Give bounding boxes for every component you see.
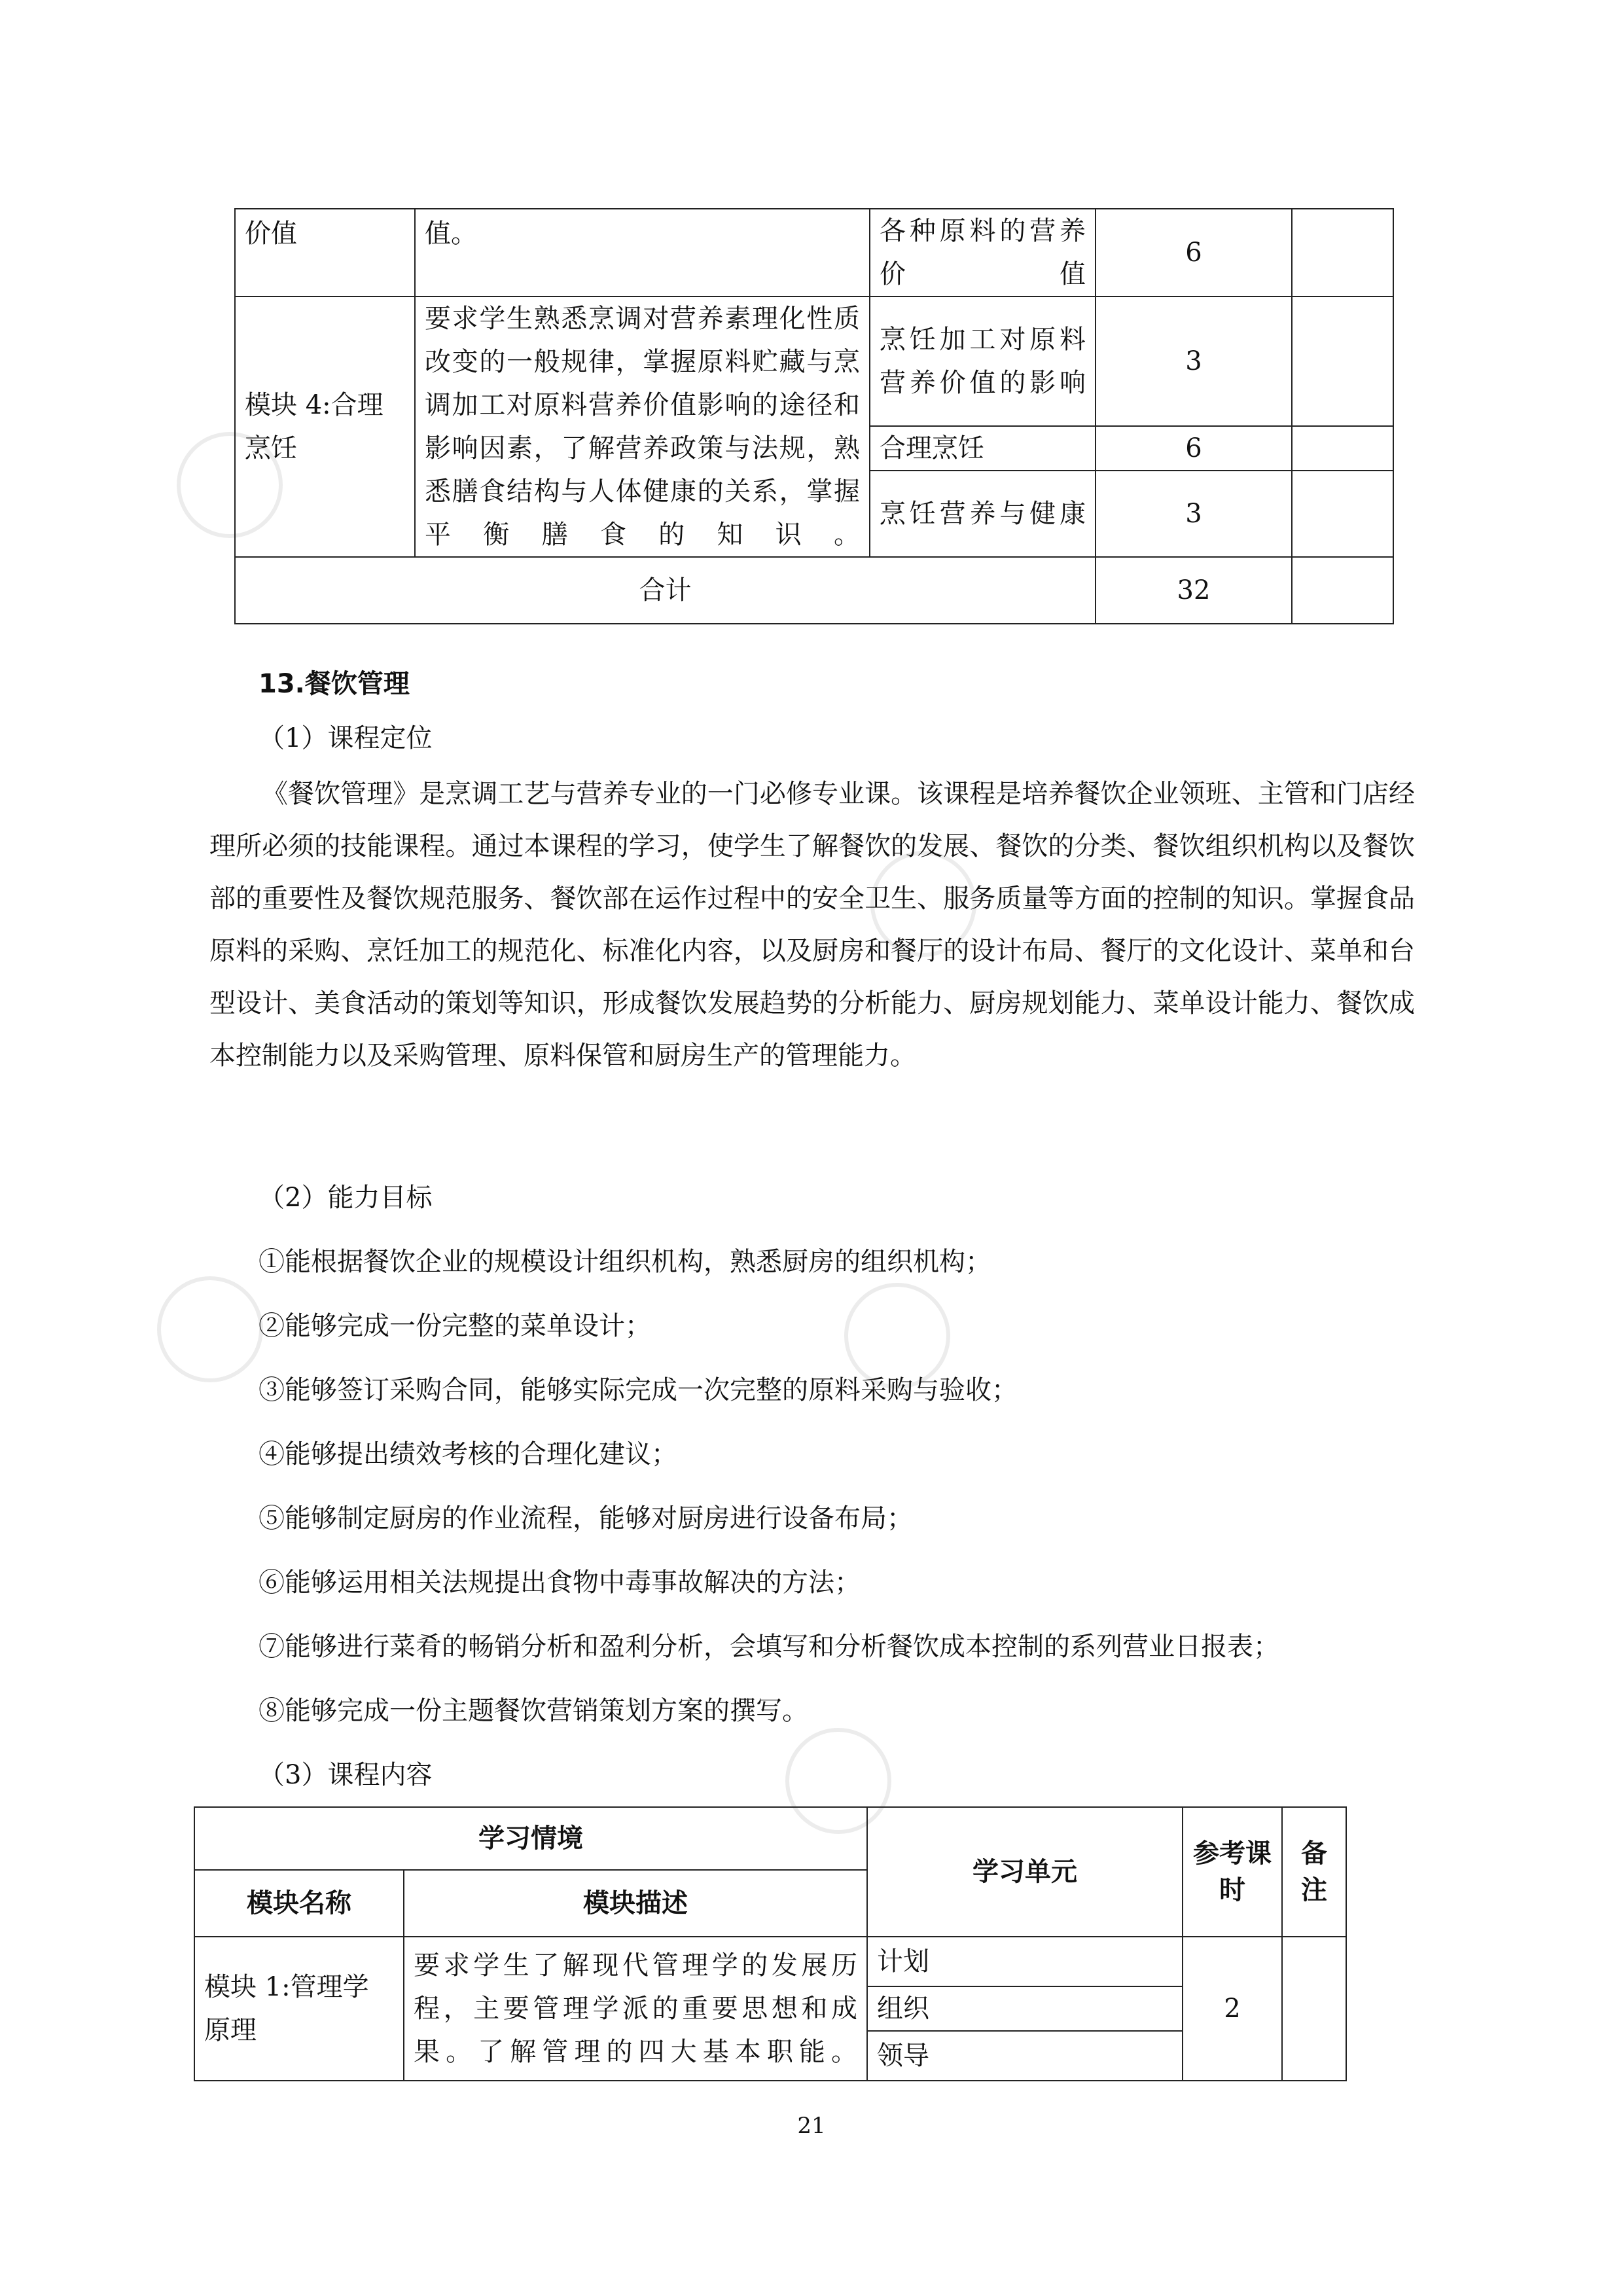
total-hours-cell: 32 [1096, 557, 1292, 624]
course-positioning-paragraph: 《餐饮管理》是烹调工艺与营养专业的一门必修专业课。该课程是培养餐饮企业领班、主管和门店经理所必须的技能课程。通过本课程的学习，使学生了解餐饮的发展、餐饮的分类、餐饮组织机构以及餐饮部的重要性及餐饮规范服务、餐饮部在运作过程中的安全卫生、服务质量等方面的控制的知识。掌握食品原料的采购、烹饪加工的规范化、标准化内容，以及厨房和餐厅的设计布局、餐厅的文化设计、菜单和台型设计、美食活动的策划等知识，形成餐饮发展趋势的分析能力、厨房规划能力、菜单设计能力、餐饮成本控制能力以及采购管理、原料保管和厨房生产的管理能力。 [209, 779, 1415, 1071]
header-module-desc: 模块描述 [404, 1870, 867, 1937]
note-cell [1292, 209, 1393, 296]
unit-cell: 烹饪营养与健康 [870, 471, 1096, 557]
unit-cell: 计划 [867, 1937, 1183, 1986]
hours-cell: 3 [1096, 296, 1292, 426]
note-cell [1292, 296, 1393, 426]
note-cell [1292, 471, 1393, 557]
unit-cell: 各种原料的营养价值 [870, 209, 1096, 296]
subsection-positioning: （1）课程定位 [259, 723, 433, 753]
course-table-continued [234, 208, 1394, 624]
hours-cell: 3 [1096, 471, 1292, 557]
header-note: 备注 [1282, 1807, 1346, 1937]
module-name-cell: 价值 [235, 209, 415, 296]
goal-item: ③能够签订采购合同，能够实际完成一次完整的原料采购与验收； [259, 1375, 1018, 1405]
goal-item: ①能根据餐饮企业的规模设计组织机构，熟悉厨房的组织机构； [259, 1247, 991, 1277]
unit-cell: 烹饪加工对原料营养价值的影响 [870, 296, 1096, 426]
module-desc-cell: 值。 [415, 209, 870, 296]
subsection-goals: （2）能力目标 [259, 1183, 433, 1213]
goal-item: ⑦能够进行菜肴的畅销分析和盈利分析，会填写和分析餐饮成本控制的系列营业日报表； [259, 1632, 1279, 1662]
goal-item: ②能够完成一份完整的菜单设计； [259, 1311, 651, 1341]
header-situation: 学习情境 [194, 1807, 867, 1870]
header-hours: 参考课时 [1183, 1807, 1282, 1937]
goal-item: ⑧能够完成一份主题餐饮营销策划方案的撰写。 [259, 1696, 808, 1726]
section-title: 13.餐饮管理 [259, 669, 410, 699]
note-cell [1292, 426, 1393, 471]
module-desc-cell: 要求学生熟悉烹调对营养素理化性质改变的一般规律，掌握原料贮藏与烹调加工对原料营养价值影响的途径和影响因素，了解营养政策与法规，熟悉膳食结构与人体健康的关系，掌握平衡膳食的知识。 [415, 296, 870, 557]
header-module-name: 模块名称 [194, 1870, 404, 1937]
unit-cell: 组织 [867, 1986, 1183, 2031]
subsection-content: （3）课程内容 [259, 1760, 433, 1790]
hours-cell: 6 [1096, 426, 1292, 471]
unit-cell: 领导 [867, 2031, 1183, 2081]
page-number: 21 [797, 2113, 826, 2139]
goal-item: ⑤能够制定厨房的作业流程，能够对厨房进行设备布局； [259, 1503, 913, 1534]
module-desc-cell: 要求学生了解现代管理学的发展历程，主要管理学派的重要思想和成果。了解管理的四大基本职能。 [404, 1937, 867, 2081]
hours-cell: 2 [1183, 1937, 1282, 2081]
goal-item: ④能够提出绩效考核的合理化建议； [259, 1439, 677, 1469]
course-content-table [194, 1806, 1347, 2081]
total-label-cell: 合计 [235, 557, 1096, 624]
hours-cell: 6 [1096, 209, 1292, 296]
watermark-seal [157, 1276, 263, 1382]
unit-cell: 合理烹饪 [870, 426, 1096, 471]
module-name-cell: 模块 1:管理学原理 [194, 1937, 404, 2081]
note-cell [1292, 557, 1393, 624]
goal-item: ⑥能够运用相关法规提出食物中毒事故解决的方法； [259, 1568, 861, 1598]
module-name-cell: 模块 4:合理烹饪 [235, 296, 415, 557]
header-unit: 学习单元 [867, 1807, 1183, 1937]
note-cell [1282, 1937, 1346, 2081]
